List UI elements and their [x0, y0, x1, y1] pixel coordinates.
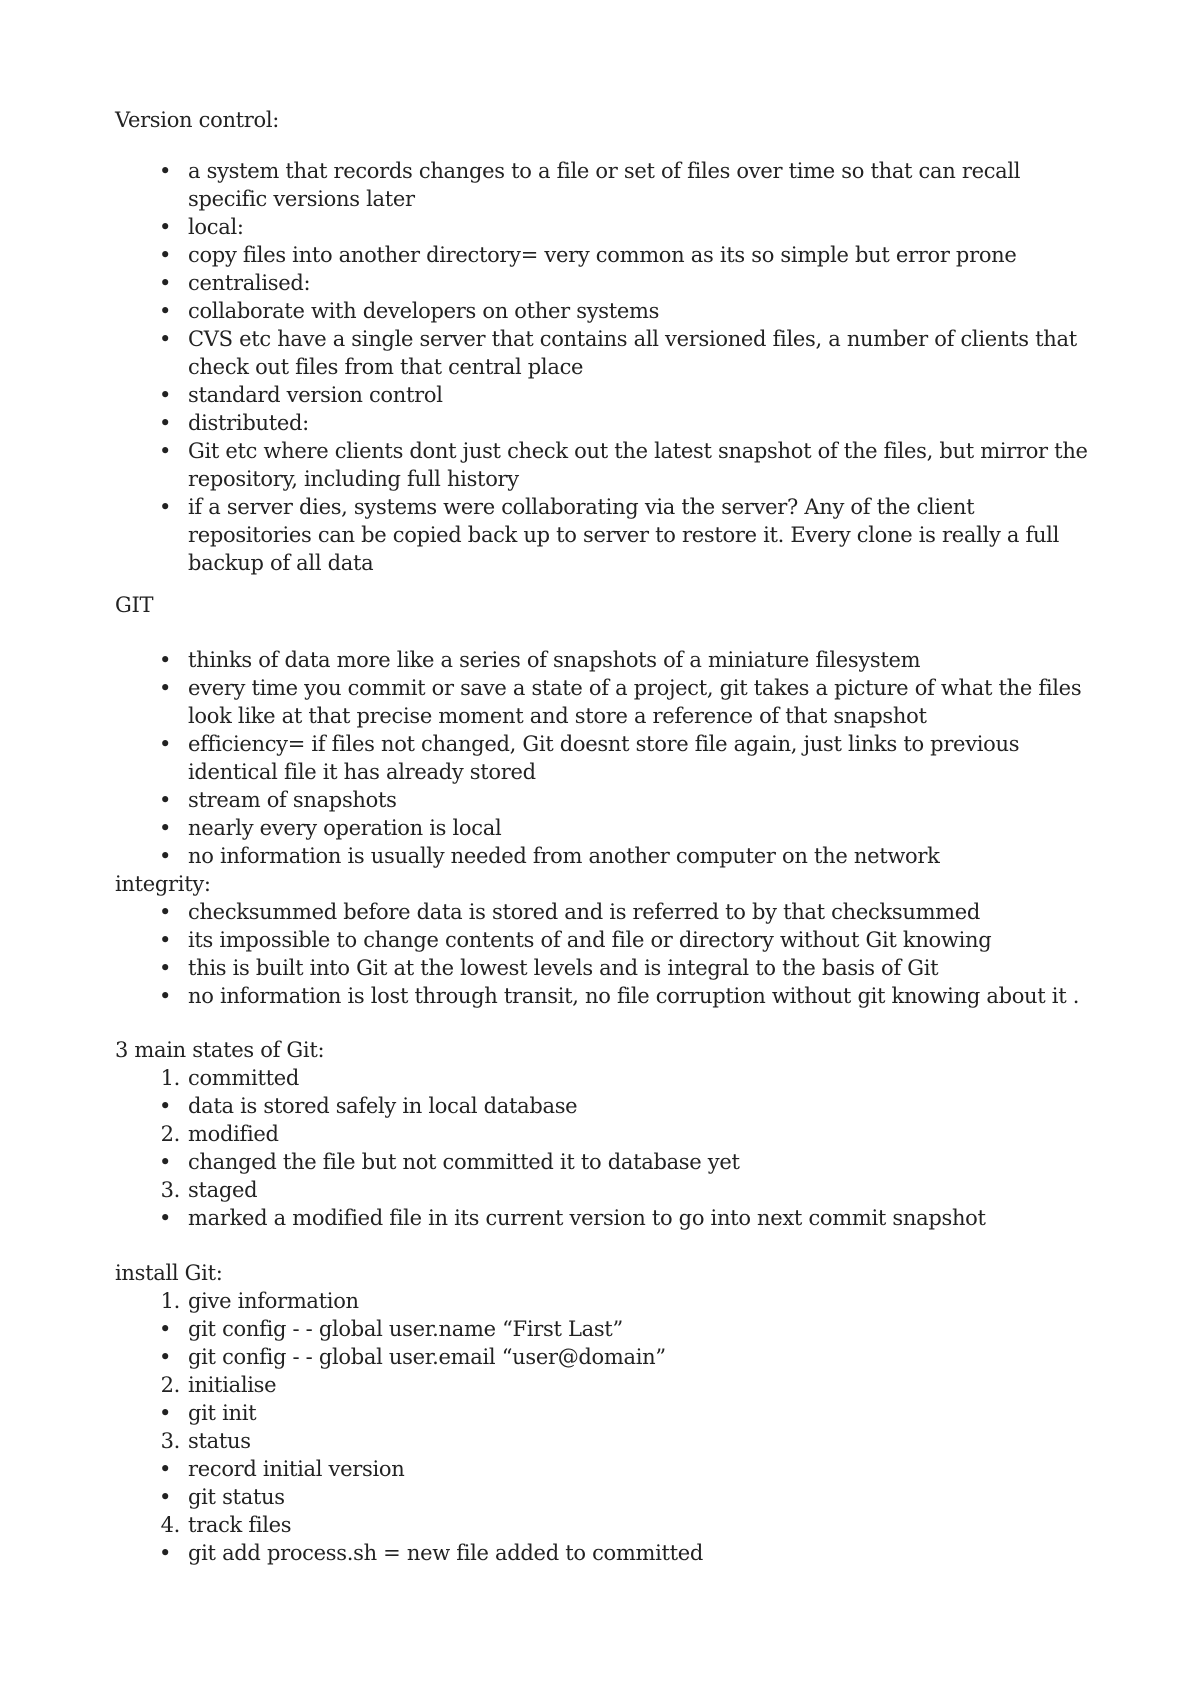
list-item: 2. initialise	[115, 1371, 1095, 1399]
list-item: 2. modified	[115, 1120, 1095, 1148]
bullet-marker: •	[158, 383, 172, 407]
list-item: 1. committed	[115, 1064, 1095, 1092]
bullet-marker: •	[158, 1485, 172, 1509]
list-item: • marked a modified file in its current version to go into next commit snapshot	[115, 1204, 1095, 1232]
bullet-marker: •	[158, 243, 172, 267]
list-install-git	[115, 1287, 1095, 1567]
list-item: 3. status	[115, 1427, 1095, 1455]
heading-version-control: Version control:	[115, 108, 280, 132]
list-item: 4. track files	[115, 1511, 1095, 1539]
list-item: • this is built into Git at the lowest levels and is integral to the basis of Git	[115, 954, 1095, 982]
heading-main-states: 3 main states of Git:	[115, 1038, 325, 1062]
list-item: • a system that records changes to a file or set of files over time so that can recall specific versions later	[115, 157, 1095, 213]
bullet-marker: •	[158, 495, 172, 519]
list-item: • nearly every operation is local	[115, 814, 1095, 842]
list-item: • git config - - global user.name “First Last”	[115, 1315, 1095, 1343]
bullet-marker: •	[158, 844, 172, 868]
bullet-marker: •	[158, 676, 172, 700]
heading-git: GIT	[115, 593, 154, 617]
bullet-marker: •	[158, 215, 172, 239]
list-item: • record initial version	[115, 1455, 1095, 1483]
number-marker: 3.	[160, 1178, 180, 1202]
bullet-marker: •	[158, 1206, 172, 1230]
list-item: • centralised:	[115, 269, 1095, 297]
list-item: • git status	[115, 1483, 1095, 1511]
bullet-marker: •	[158, 1401, 172, 1425]
list-item: • Git etc where clients dont just check out the latest snapshot of the files, but mirror the repository, including full history	[115, 437, 1095, 493]
heading-install-git: install Git:	[115, 1261, 223, 1285]
number-marker: 3.	[160, 1429, 180, 1453]
bullet-marker: •	[158, 648, 172, 672]
list-item: • every time you commit or save a state of a project, git takes a picture of what the files look like at that precise moment and store a reference of that snapshot	[115, 674, 1095, 730]
list-item: • no information is usually needed from another computer on the network	[115, 842, 1095, 870]
bullet-marker: •	[158, 1345, 172, 1369]
bullet-marker: •	[158, 271, 172, 295]
list-main-states	[115, 1064, 1095, 1232]
list-item: • efficiency= if files not changed, Git doesnt store file again, just links to previous identical file it has already stored	[115, 730, 1095, 786]
list-item: • git init	[115, 1399, 1095, 1427]
bullet-marker: •	[158, 1150, 172, 1174]
bullet-marker: •	[158, 299, 172, 323]
heading-integrity: integrity:	[115, 872, 211, 896]
list-item: • changed the file but not committed it to database yet	[115, 1148, 1095, 1176]
list-item: • distributed:	[115, 409, 1095, 437]
bullet-marker: •	[158, 816, 172, 840]
list-integrity	[115, 898, 1095, 1010]
list-item: 1. give information	[115, 1287, 1095, 1315]
list-item: • if a server dies, systems were collaborating via the server? Any of the client repositories can be copied back up to server to restore it. Every clone is really a full backup of all data	[115, 493, 1095, 577]
list-item: • local:	[115, 213, 1095, 241]
bullet-marker: •	[158, 327, 172, 351]
number-marker: 4.	[160, 1513, 180, 1537]
bullet-marker: •	[158, 732, 172, 756]
list-item: • git add process.sh = new file added to committed	[115, 1539, 1095, 1567]
list-item: • data is stored safely in local database	[115, 1092, 1095, 1120]
list-item: • no information is lost through transit, no file corruption without git knowing about it .	[115, 982, 1095, 1010]
bullet-marker: •	[158, 788, 172, 812]
bullet-marker: •	[158, 900, 172, 924]
list-version-control	[115, 157, 1095, 577]
bullet-marker: •	[158, 411, 172, 435]
number-marker: 1.	[160, 1289, 180, 1313]
list-item: • collaborate with developers on other systems	[115, 297, 1095, 325]
bullet-marker: •	[158, 159, 172, 183]
bullet-marker: •	[158, 1317, 172, 1341]
bullet-marker: •	[158, 1457, 172, 1481]
bullet-marker: •	[158, 1541, 172, 1565]
list-item: 3. staged	[115, 1176, 1095, 1204]
bullet-marker: •	[158, 1094, 172, 1118]
bullet-marker: •	[158, 956, 172, 980]
list-item: • checksummed before data is stored and is referred to by that checksummed	[115, 898, 1095, 926]
list-item: • its impossible to change contents of and file or directory without Git knowing	[115, 926, 1095, 954]
list-item: • git config - - global user.email “user@domain”	[115, 1343, 1095, 1371]
number-marker: 1.	[160, 1066, 180, 1090]
list-item: • copy files into another directory= very common as its so simple but error prone	[115, 241, 1095, 269]
list-item: • CVS etc have a single server that contains all versioned files, a number of clients that check out files from that central place	[115, 325, 1095, 381]
list-item: • stream of snapshots	[115, 786, 1095, 814]
bullet-marker: •	[158, 928, 172, 952]
number-marker: 2.	[160, 1373, 180, 1397]
list-item: • thinks of data more like a series of snapshots of a miniature filesystem	[115, 646, 1095, 674]
bullet-marker: •	[158, 984, 172, 1008]
list-git	[115, 646, 1095, 870]
bullet-marker: •	[158, 439, 172, 463]
list-item: • standard version control	[115, 381, 1095, 409]
number-marker: 2.	[160, 1122, 180, 1146]
